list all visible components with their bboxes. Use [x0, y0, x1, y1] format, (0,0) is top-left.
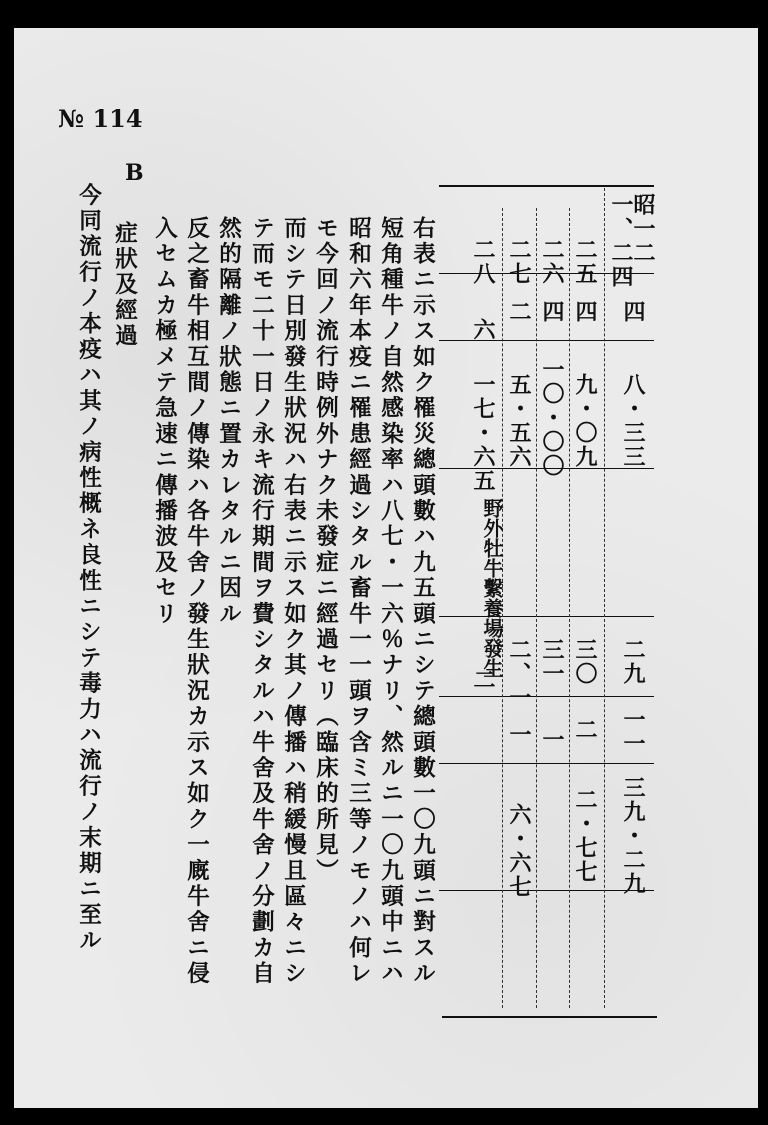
body-line-2: 短角種牛ノ自然感染率ハ八七・一六％ナリ、然ルニ一〇九頭中ニハ [377, 216, 404, 987]
table-cell-count2: 三一 [539, 638, 565, 686]
section-line-1: 今同流行ノ本疫ハ其ノ病性概ネ良性ニシテ毒力ハ流行ノ末期ニ至ル [75, 183, 102, 954]
table-cell-count: 四 [620, 300, 646, 324]
table-cell-n: 一 [539, 728, 565, 752]
table-cell-n: 一 [506, 723, 532, 747]
table-col-sep [569, 208, 571, 1008]
table-rule-5 [439, 696, 654, 697]
table-cell-count2: 二九 [620, 638, 646, 686]
table-rule-4 [439, 616, 654, 617]
body-line-3: 昭和六年本疫ニ罹患經過シタル畜牛一一頭ヲ含ミ三等ノモノハ何レ [345, 216, 372, 987]
table-cell-date: 二八 [470, 238, 496, 286]
body-line-7: 然的隔離ノ狀態ニ置カレタルニ因ル [215, 216, 242, 628]
table-cell-pct: 一七・六五 [470, 373, 496, 493]
body-line-5: 而シテ日別發生狀況ハ右表ニ示ス如ク其ノ傳播ハ稍緩慢且區々ニシ [280, 216, 307, 988]
table-cell-pct2: 二・七七 [572, 788, 598, 884]
table-cell-count2: 二、一 [506, 638, 532, 710]
body-line-1: 右表ニ示ス如ク罹災總頭數ハ九五頭ニシテ總頭數一〇九頭ニ對スル [409, 216, 436, 987]
table-cell-n: 一一 [620, 708, 646, 756]
section-letter: B [125, 160, 144, 186]
table-col-sep [604, 188, 606, 1008]
body-line-8: 反之畜牛相互間ノ傳染ハ各牛舍ノ發生狀況カ示ス如ク一廐牛舍ニ侵 [183, 216, 210, 987]
body-line-4: モ今回ノ流行時例外ナク未發症ニ經過セリ（臨床的所見） [312, 216, 339, 885]
table-cell-date: 昭一二 一、二四 [608, 193, 656, 289]
table-bottom-rule [442, 1016, 657, 1018]
table-cell-count2: 二 [470, 668, 496, 692]
table-cell-count: 四 [572, 300, 598, 324]
page-number: № 114 [58, 104, 143, 133]
body-line-6: テ而モ二十一日ノ永キ流行期間ヲ費シタルハ牛舍及牛舍ノ分劃カ自 [248, 216, 275, 987]
table-cell-pct: 五・五六 [506, 373, 532, 469]
table-cell-date: 二七 [506, 238, 532, 286]
table-cell-pct2: 三九・二九 [620, 776, 646, 896]
table-top-rule [439, 185, 654, 187]
table-cell-count2: 三〇 [572, 638, 598, 686]
document-page [14, 28, 758, 1108]
table-cell-pct: 八・三三 [620, 373, 646, 469]
table-col-sep [536, 208, 538, 1008]
table-cell-count: 二 [506, 300, 532, 324]
table-cell-date: 二五 [572, 238, 598, 286]
table-rule-6 [439, 763, 654, 764]
table-cell-date: 二六 [539, 238, 565, 286]
table-cell-pct: 一〇・〇〇 [539, 358, 565, 478]
table-cell-pct: 九・〇九 [572, 373, 598, 469]
section-title: 症狀及經過 [111, 221, 138, 350]
table-cell-count: 六 [470, 318, 496, 342]
body-line-9: 入セムカ極メテ急速ニ傳播波及セリ [151, 216, 178, 628]
table-cell-n: 二 [572, 718, 598, 742]
table-cell-pct2: 六・六七 [506, 803, 532, 899]
table-cell-count: 四 [539, 300, 565, 324]
table-note: 野外牡牛繫養場發生 [480, 498, 504, 678]
